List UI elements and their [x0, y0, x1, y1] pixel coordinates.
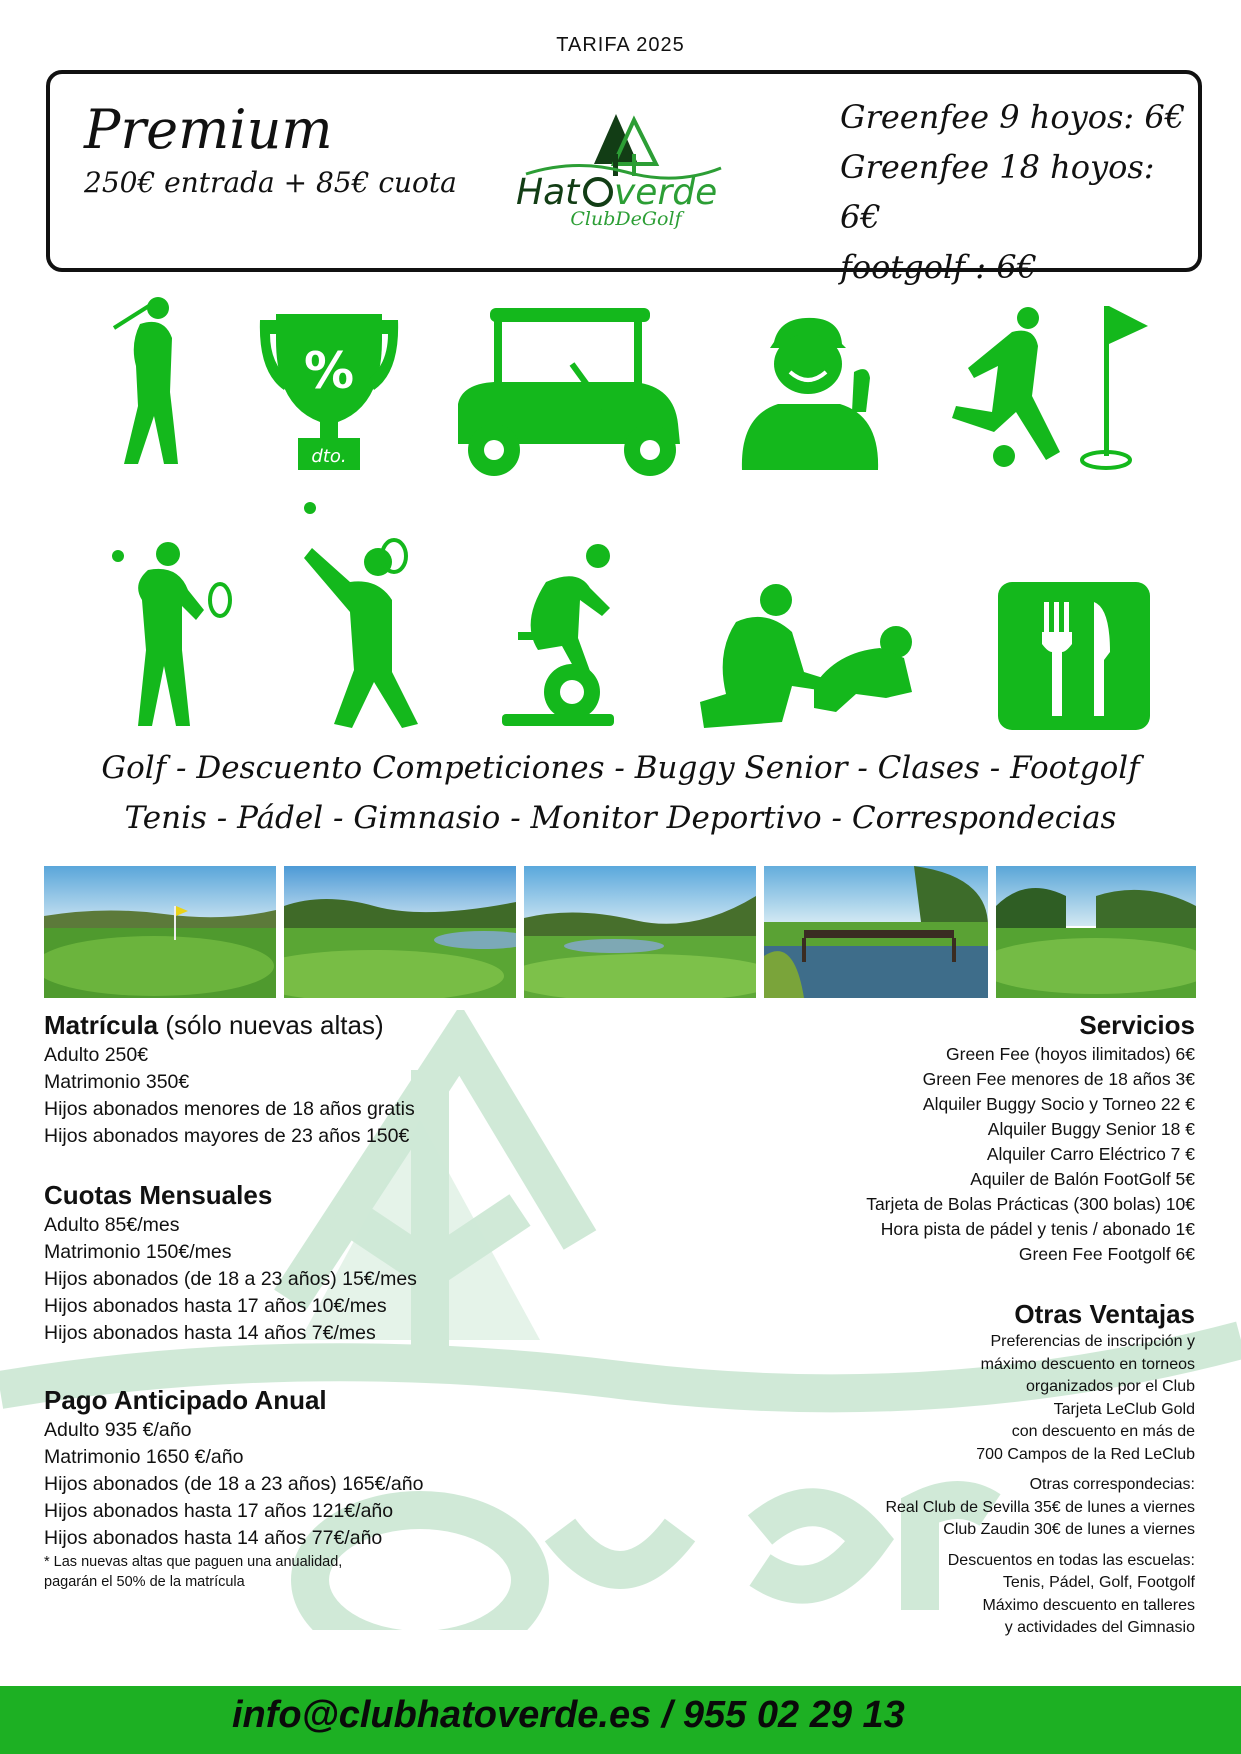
- greenfee-footgolf: footgolf : 6€: [840, 248, 1037, 286]
- list-item: Hijos abonados (de 18 a 23 años) 15€/mes: [44, 1268, 417, 1290]
- tariff-year-label: TARIFA 2025: [556, 34, 685, 56]
- list-item: Green Fee menores de 18 años 3€: [922, 1069, 1195, 1089]
- list-item: Matrimonio 350€: [44, 1071, 190, 1093]
- matricula-heading: [44, 1008, 604, 1042]
- svg-text:dto.: dto.: [311, 446, 347, 467]
- servicios-heading: Servicios: [1079, 1010, 1195, 1040]
- restaurant-icon: [998, 582, 1150, 730]
- list-item: Tarjeta LeClub Gold: [1053, 1400, 1195, 1418]
- svg-text:Hat: Hat: [516, 172, 580, 213]
- list-item: Descuentos en todas las escuelas:: [947, 1551, 1195, 1569]
- footer-bar: [0, 1686, 1241, 1754]
- plan-price: 250€ entrada + 85€ cuota: [84, 166, 457, 199]
- list-item: Otras correspondecias:: [1029, 1476, 1195, 1493]
- list-item: Hijos abonados hasta 14 años 77€/año: [44, 1527, 383, 1549]
- cuotas-heading: Cuotas Mensuales: [44, 1180, 273, 1210]
- list-item: Matrimonio 150€/mes: [44, 1241, 232, 1263]
- list-item: Real Club de Sevilla 35€ de lunes a viernes: [885, 1498, 1195, 1516]
- list-item: Club Zaudin 30€ de lunes a viernes: [943, 1521, 1195, 1538]
- anual-note-2: pagarán el 50% de la matrícula: [44, 1574, 245, 1590]
- coach-icon: [734, 312, 884, 470]
- gym-bike-icon: [498, 542, 620, 730]
- golf-course-photo-4: [764, 866, 988, 998]
- list-item: Alquiler Carro Eléctrico 7 €: [986, 1144, 1195, 1164]
- list-item: Matrimonio 1650 €/año: [44, 1446, 244, 1468]
- header-box: [46, 70, 1202, 286]
- tennis-icon: [108, 540, 232, 730]
- greenfee-18-holes: Greenfee 18 hoyos: 6€: [840, 148, 1155, 236]
- photo-strip: [44, 866, 1196, 998]
- list-item: Adulto 250€: [44, 1044, 149, 1066]
- list-item: máximo descuento en torneos: [980, 1355, 1195, 1373]
- services-line-2: Tenis - Pádel - Gimnasio - Monitor Deportivo - Correspondecias: [124, 800, 1117, 836]
- list-item: Máximo descuento en talleres: [982, 1596, 1195, 1614]
- hatoverde-logo: [516, 94, 736, 244]
- footgolf-icon: [934, 302, 1150, 472]
- list-item: Adulto 935 €/año: [44, 1419, 192, 1441]
- golf-course-photo-3: [524, 866, 756, 998]
- logo-subtitle: ClubDeGolf: [570, 208, 682, 230]
- trainer-icon: [696, 582, 922, 730]
- right-column: [635, 1008, 1195, 1640]
- list-item: con descuento en más de: [1011, 1423, 1195, 1440]
- list-item: Hijos abonados menores de 18 años gratis: [44, 1098, 415, 1120]
- left-column: [44, 1008, 604, 1592]
- anual-heading: Pago Anticipado Anual: [44, 1385, 327, 1415]
- greenfee-9-holes: Greenfee 9 hoyos: 6€: [840, 98, 1186, 136]
- discount-trophy-icon: [256, 310, 402, 472]
- list-item: Hijos abonados mayores de 23 años 150€: [44, 1125, 410, 1147]
- matricula-title: Matrícula: [44, 1010, 159, 1040]
- golf-course-photo-1: [44, 866, 276, 998]
- list-item: Green Fee (hoyos ilimitados) 6€: [946, 1044, 1195, 1064]
- svg-text:%: %: [303, 342, 355, 400]
- plan-name: Premium: [84, 98, 333, 161]
- list-item: Preferencias de inscripción y: [990, 1333, 1195, 1350]
- list-item: Hijos abonados (de 18 a 23 años) 165€/año: [44, 1473, 424, 1495]
- contact-info[interactable]: info@clubhatoverde.es / 955 02 29 13: [232, 1694, 905, 1736]
- list-item: Tarjeta de Bolas Prácticas (300 bolas) 10€: [866, 1194, 1195, 1214]
- list-item: y actividades del Gimnasio: [1004, 1619, 1195, 1636]
- list-item: Alquiler Buggy Senior 18 €: [987, 1119, 1195, 1139]
- greenfee-list: [840, 92, 1198, 292]
- svg-text:verde: verde: [614, 172, 718, 213]
- padel-icon: [298, 502, 424, 730]
- list-item: Hora pista de pádel y tenis / abonado 1€: [880, 1219, 1195, 1239]
- golf-course-photo-5: [996, 866, 1196, 998]
- list-item: Hijos abonados hasta 14 años 7€/mes: [44, 1322, 376, 1344]
- list-item: Adulto 85€/mes: [44, 1214, 180, 1236]
- list-item: organizados por el Club: [1026, 1378, 1195, 1395]
- ventajas-heading: Otras Ventajas: [1014, 1299, 1195, 1329]
- golf-course-photo-2: [284, 866, 516, 998]
- golfer-icon: [108, 296, 190, 470]
- services-line-1: Golf - Descuento Competiciones - Buggy Senior - Clases - Footgolf: [101, 750, 1140, 786]
- list-item: 700 Campos de la Red LeClub: [976, 1445, 1195, 1463]
- list-item: Hijos abonados hasta 17 años 121€/año: [44, 1500, 394, 1522]
- matricula-subtitle: (sólo nuevas altas): [165, 1010, 384, 1040]
- list-item: Tenis, Pádel, Golf, Footgolf: [1002, 1574, 1195, 1591]
- list-item: Alquiler Buggy Socio y Torneo 22 €: [922, 1094, 1195, 1114]
- buggy-icon: [454, 304, 684, 478]
- list-item: Aquiler de Balón FootGolf 5€: [970, 1169, 1195, 1189]
- list-item: Green Fee Footgolf 6€: [1018, 1244, 1195, 1264]
- list-item: Hijos abonados hasta 17 años 10€/mes: [44, 1295, 387, 1317]
- anual-note-1: * Las nuevas altas que paguen una anualidad,: [44, 1554, 343, 1570]
